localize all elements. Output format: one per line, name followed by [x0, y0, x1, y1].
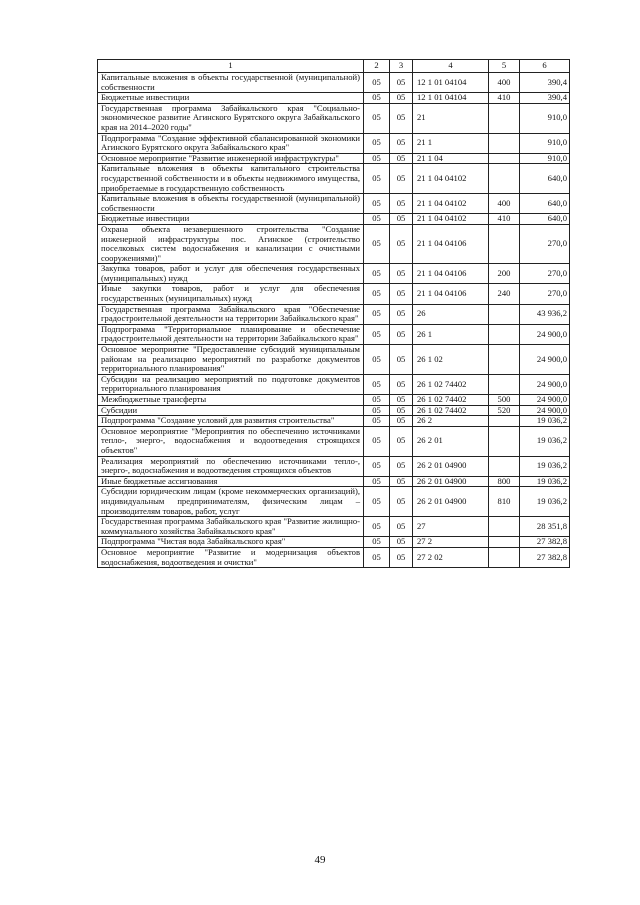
- expense-type-code-cell: [489, 324, 520, 344]
- expense-type-code-cell: 400: [489, 73, 520, 93]
- section-code-cell: 05: [364, 537, 390, 548]
- expense-type-code-cell: [489, 517, 520, 537]
- item-name-cell: Государственная программа Забайкальского края "Развитие жилищно-коммунального хозяйства Забайкальского края": [98, 517, 364, 537]
- table-row: [98, 214, 570, 225]
- section-code-cell: 05: [364, 214, 390, 225]
- table-row: [98, 487, 570, 517]
- item-name-cell: Бюджетные инвестиции: [98, 214, 364, 225]
- expense-type-code-cell: 800: [489, 476, 520, 487]
- item-name-cell: Подпрограмма "Территориальное планирование и обеспечение градостроительной деятельности на территории Забайкальского края": [98, 324, 364, 344]
- expense-type-code-cell: 810: [489, 487, 520, 517]
- target-article-code-cell: 21 1 04 04102: [413, 214, 489, 225]
- item-name-cell: Межбюджетные трансферты: [98, 395, 364, 406]
- item-name-cell: Основное мероприятие "Развитие инженерной инфраструктуры": [98, 153, 364, 164]
- section-code-cell: 05: [364, 487, 390, 517]
- section-code-cell: 05: [364, 103, 390, 133]
- amount-cell: 43 936,2: [520, 304, 570, 324]
- item-name-cell: Государственная программа Забайкальского края "Социально-экономическое развитие Агинского Бурятского округа Забайкальского края на 2014–2020 годы": [98, 103, 364, 133]
- expense-type-code-cell: [489, 103, 520, 133]
- item-name-cell: Основное мероприятие "Мероприятия по обеспечению источниками тепло-, энерго-, водоснабжения и водоотведения строящихся объектов": [98, 426, 364, 456]
- subsection-code-cell: 05: [390, 547, 413, 567]
- subsection-code-cell: 05: [390, 133, 413, 153]
- table-row: [98, 345, 570, 375]
- table-row: [98, 224, 570, 263]
- amount-cell: 27 382,8: [520, 547, 570, 567]
- amount-cell: 24 900,0: [520, 324, 570, 344]
- column-header-6: 6: [520, 60, 570, 73]
- item-name-cell: Основное мероприятие "Предоставление субсидий муниципальным районам на реализацию мероприятий по разработке документов территориального планирования": [98, 345, 364, 375]
- subsection-code-cell: 05: [390, 73, 413, 93]
- amount-cell: 640,0: [520, 194, 570, 214]
- column-header-4: 4: [413, 60, 489, 73]
- table-row: [98, 405, 570, 416]
- expense-type-code-cell: [489, 547, 520, 567]
- section-code-cell: 05: [364, 304, 390, 324]
- subsection-code-cell: 05: [390, 345, 413, 375]
- table-row: [98, 547, 570, 567]
- item-name-cell: Подпрограмма "Создание условий для развития строительства": [98, 416, 364, 427]
- item-name-cell: Охрана объекта незавершенного строительства "Создание инженерной инфраструктуры пос. Агинское (строительство поселковых систем водоснабжения и канализации с очистными сооружениями)": [98, 224, 364, 263]
- amount-cell: 24 900,0: [520, 395, 570, 406]
- subsection-code-cell: 05: [390, 456, 413, 476]
- target-article-code-cell: 26 2 01 04900: [413, 456, 489, 476]
- section-code-cell: 05: [364, 547, 390, 567]
- item-name-cell: Субсидии на реализацию мероприятий по подготовке документов территориального планирования: [98, 374, 364, 394]
- expense-type-code-cell: 520: [489, 405, 520, 416]
- target-article-code-cell: 21 1 04 04106: [413, 284, 489, 304]
- item-name-cell: Иные закупки товаров, работ и услуг для обеспечения государственных (муниципальных) нужд: [98, 284, 364, 304]
- amount-cell: 910,0: [520, 133, 570, 153]
- target-article-code-cell: 26 2 01: [413, 426, 489, 456]
- expense-type-code-cell: 500: [489, 395, 520, 406]
- section-code-cell: 05: [364, 517, 390, 537]
- section-code-cell: 05: [364, 164, 390, 194]
- target-article-code-cell: 12 1 01 04104: [413, 93, 489, 104]
- column-header-5: 5: [489, 60, 520, 73]
- subsection-code-cell: 05: [390, 537, 413, 548]
- amount-cell: 19 036,2: [520, 426, 570, 456]
- table-row: [98, 93, 570, 104]
- section-code-cell: 05: [364, 456, 390, 476]
- amount-cell: 910,0: [520, 153, 570, 164]
- expense-type-code-cell: [489, 374, 520, 394]
- subsection-code-cell: 05: [390, 264, 413, 284]
- expense-type-code-cell: 410: [489, 93, 520, 104]
- amount-cell: 24 900,0: [520, 374, 570, 394]
- table-row: [98, 264, 570, 284]
- target-article-code-cell: 26 2 01 04900: [413, 476, 489, 487]
- expense-type-code-cell: [489, 164, 520, 194]
- budget-table-page: [97, 59, 569, 568]
- item-name-cell: Субсидии юридическим лицам (кроме некоммерческих организаций), индивидуальным предпринимателям, физическим лицам – производителям товаров, работ, услуг: [98, 487, 364, 517]
- item-name-cell: Реализация мероприятий по обеспечению источниками тепло-, энерго-, водоснабжения и водоотведения строящихся объектов: [98, 456, 364, 476]
- target-article-code-cell: 27: [413, 517, 489, 537]
- table-row: [98, 133, 570, 153]
- target-article-code-cell: 21 1 04 04102: [413, 194, 489, 214]
- target-article-code-cell: 26 1: [413, 324, 489, 344]
- table-row: [98, 517, 570, 537]
- item-name-cell: Иные бюджетные ассигнования: [98, 476, 364, 487]
- amount-cell: 390,4: [520, 73, 570, 93]
- section-code-cell: 05: [364, 194, 390, 214]
- table-row: [98, 324, 570, 344]
- expense-type-code-cell: 410: [489, 214, 520, 225]
- target-article-code-cell: 21 1 04: [413, 153, 489, 164]
- target-article-code-cell: 26 1 02: [413, 345, 489, 375]
- table-row: [98, 476, 570, 487]
- item-name-cell: Капитальные вложения в объекты государственной (муниципальной) собственности: [98, 194, 364, 214]
- subsection-code-cell: 05: [390, 476, 413, 487]
- amount-cell: 390,4: [520, 93, 570, 104]
- expense-type-code-cell: [489, 133, 520, 153]
- subsection-code-cell: 05: [390, 284, 413, 304]
- section-code-cell: 05: [364, 405, 390, 416]
- amount-cell: 19 036,2: [520, 456, 570, 476]
- section-code-cell: 05: [364, 264, 390, 284]
- table-row: [98, 426, 570, 456]
- subsection-code-cell: 05: [390, 304, 413, 324]
- section-code-cell: 05: [364, 324, 390, 344]
- expense-type-code-cell: 400: [489, 194, 520, 214]
- amount-cell: 24 900,0: [520, 405, 570, 416]
- header-row: [98, 60, 570, 73]
- target-article-code-cell: 26 1 02 74402: [413, 374, 489, 394]
- table-row: [98, 456, 570, 476]
- amount-cell: 640,0: [520, 214, 570, 225]
- table-row: [98, 374, 570, 394]
- section-code-cell: 05: [364, 345, 390, 375]
- amount-cell: 270,0: [520, 264, 570, 284]
- amount-cell: 910,0: [520, 103, 570, 133]
- subsection-code-cell: 05: [390, 214, 413, 225]
- amount-cell: 19 036,2: [520, 416, 570, 427]
- expense-type-code-cell: [489, 304, 520, 324]
- section-code-cell: 05: [364, 133, 390, 153]
- column-header-1: 1: [98, 60, 364, 73]
- item-name-cell: Закупка товаров, работ и услуг для обеспечения государственных (муниципальных) нужд: [98, 264, 364, 284]
- subsection-code-cell: 05: [390, 426, 413, 456]
- table-row: [98, 194, 570, 214]
- item-name-cell: Подпрограмма "Чистая вода Забайкальского края": [98, 537, 364, 548]
- amount-cell: 28 351,8: [520, 517, 570, 537]
- item-name-cell: Субсидии: [98, 405, 364, 416]
- table-row: [98, 73, 570, 93]
- section-code-cell: 05: [364, 224, 390, 263]
- amount-cell: 270,0: [520, 224, 570, 263]
- subsection-code-cell: 05: [390, 405, 413, 416]
- item-name-cell: Бюджетные инвестиции: [98, 93, 364, 104]
- table-row: [98, 103, 570, 133]
- amount-cell: 24 900,0: [520, 345, 570, 375]
- target-article-code-cell: 27 2 02: [413, 547, 489, 567]
- target-article-code-cell: 26 1 02 74402: [413, 405, 489, 416]
- amount-cell: 27 382,8: [520, 537, 570, 548]
- subsection-code-cell: 05: [390, 395, 413, 406]
- item-name-cell: Капитальные вложения в объекты капитального строительства государственной собственности и в объекты недвижимого имущества, приобретаемые в государственную собственность: [98, 164, 364, 194]
- subsection-code-cell: 05: [390, 374, 413, 394]
- target-article-code-cell: 12 1 01 04104: [413, 73, 489, 93]
- target-article-code-cell: 21: [413, 103, 489, 133]
- section-code-cell: 05: [364, 416, 390, 427]
- expense-type-code-cell: [489, 537, 520, 548]
- amount-cell: 640,0: [520, 164, 570, 194]
- section-code-cell: 05: [364, 426, 390, 456]
- table-row: [98, 304, 570, 324]
- target-article-code-cell: 26 2 01 04900: [413, 487, 489, 517]
- section-code-cell: 05: [364, 93, 390, 104]
- target-article-code-cell: 21 1: [413, 133, 489, 153]
- subsection-code-cell: 05: [390, 194, 413, 214]
- target-article-code-cell: 21 1 04 04106: [413, 224, 489, 263]
- item-name-cell: Капитальные вложения в объекты государственной (муниципальной) собственности: [98, 73, 364, 93]
- item-name-cell: Государственная программа Забайкальского края "Обеспечение градостроительной деятельности на территории Забайкальского края": [98, 304, 364, 324]
- table-row: [98, 395, 570, 406]
- subsection-code-cell: 05: [390, 416, 413, 427]
- target-article-code-cell: 26: [413, 304, 489, 324]
- target-article-code-cell: 27 2: [413, 537, 489, 548]
- subsection-code-cell: 05: [390, 93, 413, 104]
- subsection-code-cell: 05: [390, 224, 413, 263]
- expense-type-code-cell: [489, 153, 520, 164]
- expense-type-code-cell: [489, 426, 520, 456]
- section-code-cell: 05: [364, 284, 390, 304]
- section-code-cell: 05: [364, 395, 390, 406]
- expense-type-code-cell: [489, 456, 520, 476]
- expense-type-code-cell: [489, 345, 520, 375]
- target-article-code-cell: 26 1 02 74402: [413, 395, 489, 406]
- table-row: [98, 416, 570, 427]
- section-code-cell: 05: [364, 153, 390, 164]
- item-name-cell: Подпрограмма "Создание эффективной сбалансированной экономики Агинского Бурятского округа Забайкальского края": [98, 133, 364, 153]
- amount-cell: 19 036,2: [520, 487, 570, 517]
- expense-type-code-cell: [489, 416, 520, 427]
- item-name-cell: Основное мероприятие "Развитие и модернизация объектов водоснабжения, водоотведения и очистки": [98, 547, 364, 567]
- page-number: 49: [314, 854, 326, 866]
- column-header-3: 3: [390, 60, 413, 73]
- table-row: [98, 164, 570, 194]
- subsection-code-cell: 05: [390, 324, 413, 344]
- table-row: [98, 284, 570, 304]
- subsection-code-cell: 05: [390, 517, 413, 537]
- section-code-cell: 05: [364, 374, 390, 394]
- column-header-2: 2: [364, 60, 390, 73]
- subsection-code-cell: 05: [390, 487, 413, 517]
- subsection-code-cell: 05: [390, 103, 413, 133]
- section-code-cell: 05: [364, 476, 390, 487]
- table-row: [98, 537, 570, 548]
- expense-type-code-cell: 200: [489, 264, 520, 284]
- subsection-code-cell: 05: [390, 153, 413, 164]
- table-body: [98, 60, 570, 568]
- amount-cell: 270,0: [520, 284, 570, 304]
- target-article-code-cell: 26 2: [413, 416, 489, 427]
- section-code-cell: 05: [364, 73, 390, 93]
- amount-cell: 19 036,2: [520, 476, 570, 487]
- table-row: [98, 153, 570, 164]
- budget-table: [97, 59, 570, 568]
- subsection-code-cell: 05: [390, 164, 413, 194]
- expense-type-code-cell: [489, 224, 520, 263]
- target-article-code-cell: 21 1 04 04106: [413, 264, 489, 284]
- target-article-code-cell: 21 1 04 04102: [413, 164, 489, 194]
- expense-type-code-cell: 240: [489, 284, 520, 304]
